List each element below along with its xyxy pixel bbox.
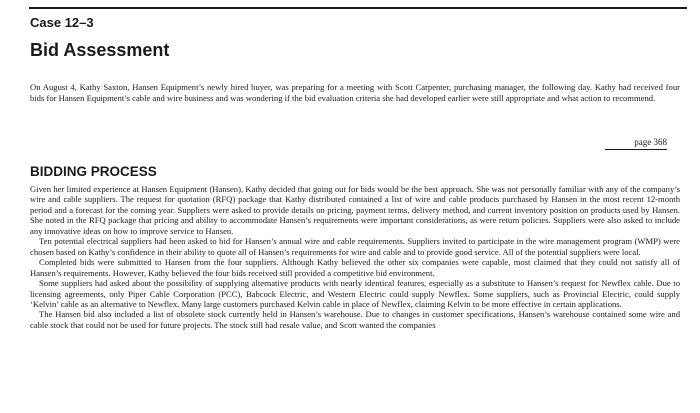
section-body — [30, 184, 680, 330]
page-reference: page 368 — [605, 137, 667, 150]
case-title: Bid Assessment — [30, 40, 170, 60]
section-heading: BIDDING PROCESS — [30, 164, 157, 179]
intro-paragraph: On August 4, Kathy Saxton, Hansen Equipment’s newly hired buyer, was preparing for a meeting with Scott Carpenter, purchasing manager, the following day. Kathy had received four bids for Hansen Equipment’s cable and wire business and was wondering if the bid evaluation criteria she had developed earlier were still appropriate and what action to recommend. — [30, 82, 680, 103]
case-label: Case 12–3 — [30, 15, 94, 30]
body-paragraph: Given her limited experience at Hansen Equipment (Hansen), Kathy decided that going out for bids would be the best approach. She was not personally familiar with any of the company’s wire and cable suppliers. The request for quotation (RFQ) package that Kathy distributed contained a list of wire and cable products purchased by Hansen in the most recent 12-month period and a forecast for the coming year. Suppliers were asked to provide details on pricing, payment terms, delivery method, and current inventory position on products used by Hansen. She noted in the RFQ package that pricing and ability to accommodate Hansen’s requirements were important considerations, as were return policies. Suppliers were also asked to include any innovative ideas on how to improve service to Hansen. — [30, 184, 680, 236]
body-paragraph: The Hansen bid also included a list of obsolete stock currently held in Hansen’s warehouse. Due to changes in customer specifications, Hansen’s warehouse contained some wire and cable stock that could not be used for future projects. The stock still had resale value, and Scott wanted the companies — [30, 309, 680, 330]
body-paragraph: Ten potential electrical suppliers had been asked to bid for Hansen’s annual wire and cable requirements. Suppliers invited to participate in the wire management program (WMP) were chosen based on Kathy’s confidence in their ability to quote all of Hansen’s requirements for wire and cable and to provide good service. All of the potential suppliers were local. — [30, 236, 680, 257]
top-rule — [29, 7, 687, 9]
body-paragraph: Some suppliers had asked about the possibility of supplying alternative products with nearly identical features, especially as a substitute to Hansen’s request for Newflex cable. Due to licensing agreements, only Piper Cable Corporation (PCC), Babcock Electric, and Western Electric could supply Newflex. Some suppliers, such as Provincial Electric, could supply ‘Kelvin’ cable as an alternative to Newflex. Many large customers purchased Kelvin cable in place of Newflex, claiming Kelvin to be more effective in certain applications. — [30, 278, 680, 309]
body-paragraph: Completed bids were submitted to Hansen from the four suppliers. Although Kathy believed the other six companies were capable, most claimed that they could not satisfy all of Hansen’s requirements. However, Kathy believed the four bids received still provided a competitive bid environment. — [30, 257, 680, 278]
